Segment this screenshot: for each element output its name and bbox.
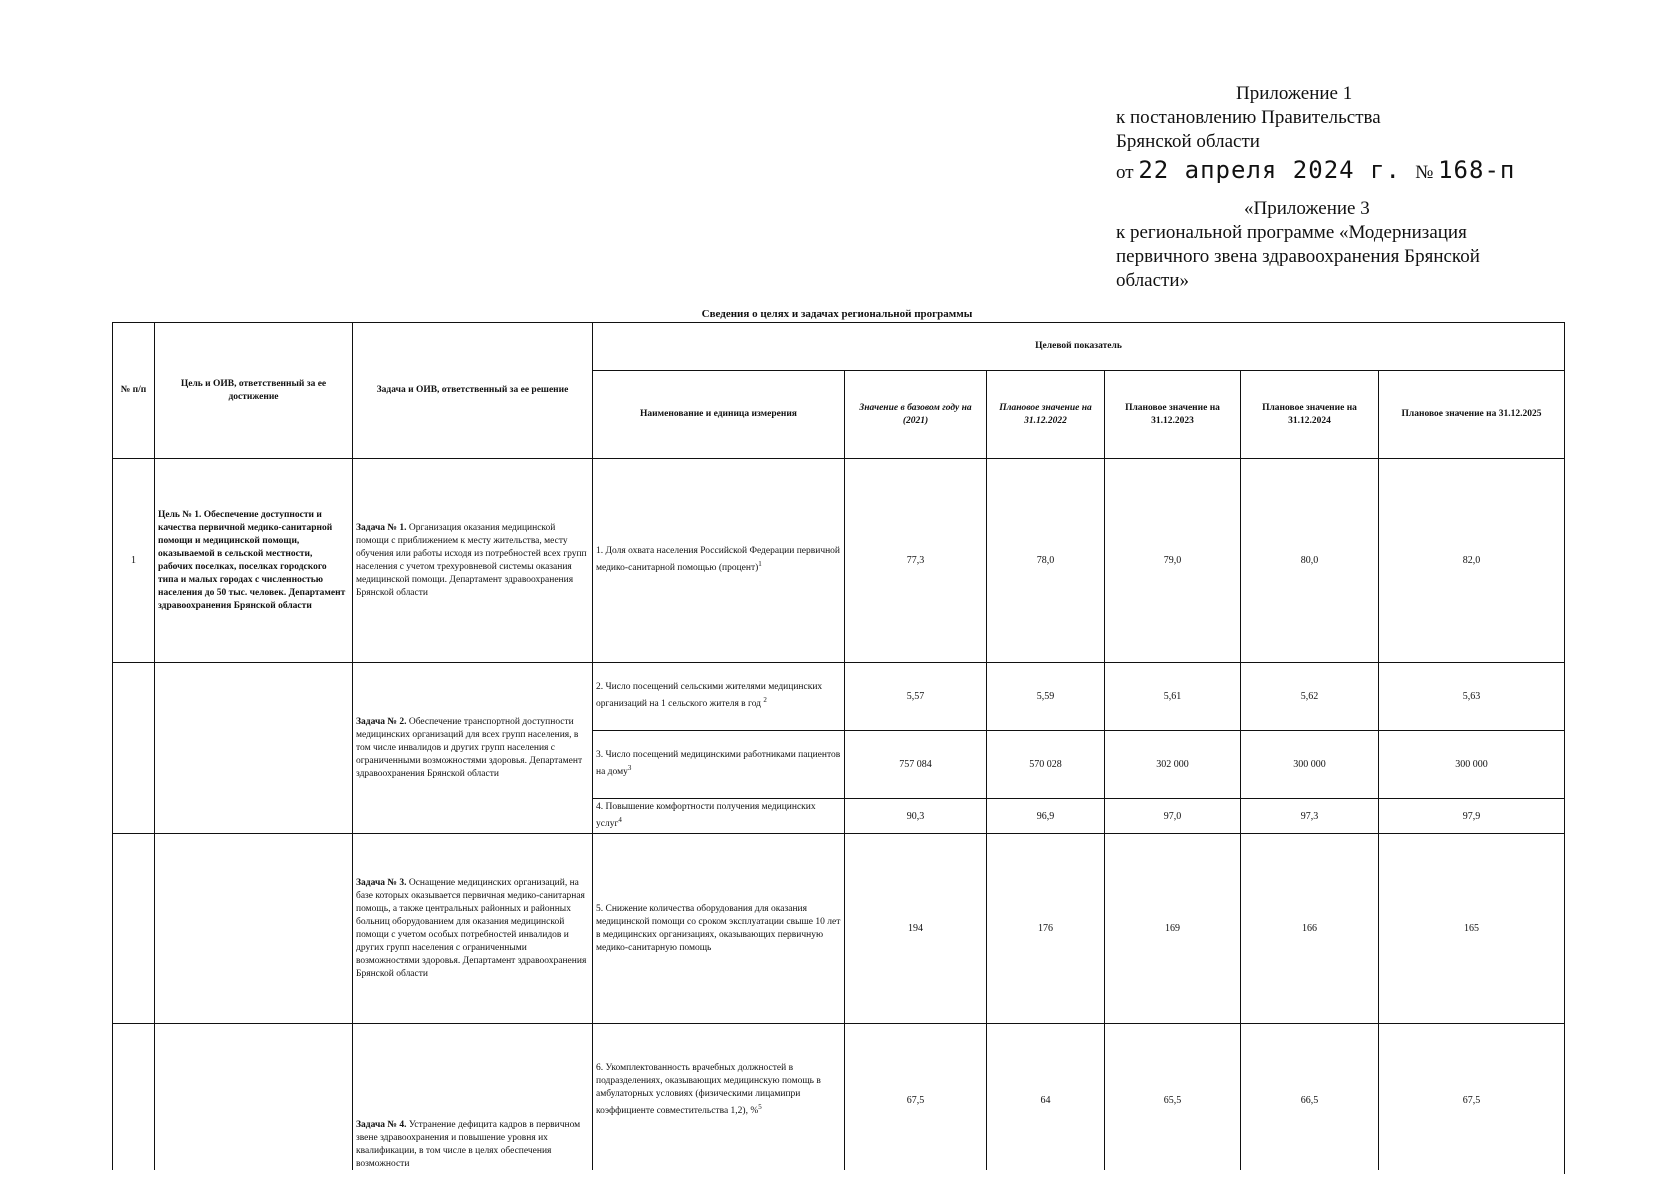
header-2022: Плановое значение на 31.12.2022: [987, 371, 1105, 459]
value-2025: 300 000: [1379, 731, 1565, 799]
value-base: 5,57: [845, 663, 987, 731]
value-2023: 302 000: [1105, 731, 1241, 799]
value-2024: 66,5: [1241, 1024, 1379, 1174]
value-2022: 176: [987, 834, 1105, 1024]
task-title: Задача № 4.: [356, 1120, 407, 1131]
value-2025: 165: [1379, 834, 1565, 1024]
header-target: Целевой показатель: [593, 323, 1565, 371]
task-title: Задача № 2.: [356, 716, 407, 727]
value-2023: 97,0: [1105, 799, 1241, 834]
table-row: [113, 663, 1565, 731]
value-2025: 82,0: [1379, 459, 1565, 663]
table-row: [113, 834, 1565, 1024]
value-2022: 64: [987, 1024, 1105, 1174]
empty-goal-cell: [155, 834, 353, 1024]
value-base: 194: [845, 834, 987, 1024]
header-num: № п/п: [113, 323, 155, 459]
value-2022: 96,9: [987, 799, 1105, 834]
task-text: Оснащение медицинских организаций, на базе которых оказывается первичная медико-санитарная помощь, а также центральных районных и районных больниц оборудованием для оказания медицинской помощи с учетом особых потребностей инвалидов и других групп населения с ограниченными возможностями здоровья. Департамент здравоохранения Брянской области: [356, 877, 587, 979]
header-2023: Плановое значение на 31.12.2023: [1105, 371, 1241, 459]
empty-num-cell: [113, 1024, 155, 1174]
header-goal: Цель и ОИВ, ответственный за ее достижение: [155, 323, 353, 459]
header-program-line-3: области»: [1116, 270, 1190, 291]
header-region-line: Брянской области: [1116, 131, 1260, 152]
table-row: [113, 459, 1565, 663]
empty-num-cell: [113, 663, 155, 834]
indicator-name: 5. Снижение количества оборудования для оказания медицинской помощи со сроком эксплуатации свыше 10 лет в медицинских организациях, оказывающих первичную медико-санитарную помощь: [593, 834, 845, 1024]
indicator-name: 1. Доля охвата населения Российской Федерации первичной медико-санитарной помощью (процент)$^1$: [593, 459, 845, 663]
header-2025: Плановое значение на 31.12.2025: [1379, 371, 1565, 459]
value-2024: 300 000: [1241, 731, 1379, 799]
date-stamp: 22 апреля 2024 г.: [1138, 156, 1401, 184]
value-2024: 166: [1241, 834, 1379, 1024]
value-base: 77,3: [845, 459, 987, 663]
header-program-line-2: первичного звена здравоохранения Брянской: [1116, 246, 1480, 267]
empty-goal-cell: [155, 663, 353, 834]
task-cell-4: [353, 1024, 593, 1174]
header-2024: Плановое значение на 31.12.2024: [1241, 371, 1379, 459]
empty-num-cell: [113, 834, 155, 1024]
number-stamp: 168-п: [1438, 156, 1516, 184]
indicator-name: 3. Число посещений медицинскими работниками пациентов на дому$^3$: [593, 731, 845, 799]
indicator-name: 6. Укомплектованность врачебных должностей в подразделениях, оказывающих медицинскую помощь в амбулаторных условиях (физическими лицамипри коэффициенте совместительства 1,2), %$^5$: [593, 1024, 845, 1174]
row-number: 1: [113, 459, 155, 663]
task-text: Устранение дефицита кадров в первичном звене здравоохранения и повышение уровня их квалификации, в том числе в целях обеспечения возможности: [356, 1120, 581, 1170]
header-appendix3-line: «Приложение 3: [1244, 198, 1370, 219]
goals-table: [112, 322, 1565, 1174]
value-base: 757 084: [845, 731, 987, 799]
task-text: Обеспечение транспортной доступности медицинских организаций для всех групп населения, в том числе инвалидов и других групп населения с ограниченными возможностями здоровья. Департамент здравоохранения Брянской области: [356, 716, 583, 779]
value-2022: 570 028: [987, 731, 1105, 799]
header-date-line: [1116, 158, 1616, 185]
header-program-line: к региональной программе «Модернизация: [1116, 222, 1467, 243]
value-base: 90,3: [845, 799, 987, 834]
empty-goal-cell: [155, 1024, 353, 1174]
date-prefix: от: [1116, 162, 1134, 183]
task-text: Организация оказания медицинской помощи с приближением к месту жительства, месту обучения или работы исходя из потребностей всех групп населения с учетом трехуровневой системы оказания медицинской помощи. Департамент здравоохранения Брянской области: [356, 522, 587, 598]
value-2023: 5,61: [1105, 663, 1241, 731]
header-task: Задача и ОИВ, ответственный за ее решение: [353, 323, 593, 459]
value-2024: 97,3: [1241, 799, 1379, 834]
document-title: Сведения о целях и задачах региональной программы: [701, 308, 973, 320]
value-2024: 80,0: [1241, 459, 1379, 663]
header-base: Значение в базовом году на (2021): [845, 371, 987, 459]
task-cell-1: [353, 459, 593, 663]
goal-cell: Цель № 1. Обеспечение доступности и качества первичной медико-санитарной помощи и медицинской помощи, оказываемой в сельской местности, рабочих поселках, поселках городского типа и малых городах с численностью населения до 50 тыс. человек. Департамент здравоохранения Брянской области: [155, 459, 353, 663]
value-2025: 97,9: [1379, 799, 1565, 834]
header-name: Наименование и единица измерения: [593, 371, 845, 459]
number-sign: №: [1415, 162, 1434, 183]
value-2023: 65,5: [1105, 1024, 1241, 1174]
task-cell-3: [353, 834, 593, 1024]
table-row: [113, 1024, 1565, 1174]
value-2022: 5,59: [987, 663, 1105, 731]
header-resolution-line: к постановлению Правительства: [1116, 107, 1381, 128]
header-appendix-line: Приложение 1: [1236, 83, 1353, 104]
task-title: Задача № 3.: [356, 877, 407, 888]
task-title: Задача № 1.: [356, 522, 407, 533]
value-base: 67,5: [845, 1024, 987, 1174]
value-2023: 169: [1105, 834, 1241, 1024]
indicator-name: 4. Повышение комфортности получения медицинских услуг$^4$: [593, 799, 845, 834]
document-header: [1116, 82, 1616, 293]
value-2024: 5,62: [1241, 663, 1379, 731]
task-cell-2: [353, 663, 593, 834]
value-2023: 79,0: [1105, 459, 1241, 663]
value-2025: 5,63: [1379, 663, 1565, 731]
indicator-name: 2. Число посещений сельскими жителями медицинских организаций на 1 сельского жителя в год $^2$: [593, 663, 845, 731]
page-bottom-margin: [112, 1170, 1564, 1200]
value-2025: 67,5: [1379, 1024, 1565, 1174]
value-2022: 78,0: [987, 459, 1105, 663]
